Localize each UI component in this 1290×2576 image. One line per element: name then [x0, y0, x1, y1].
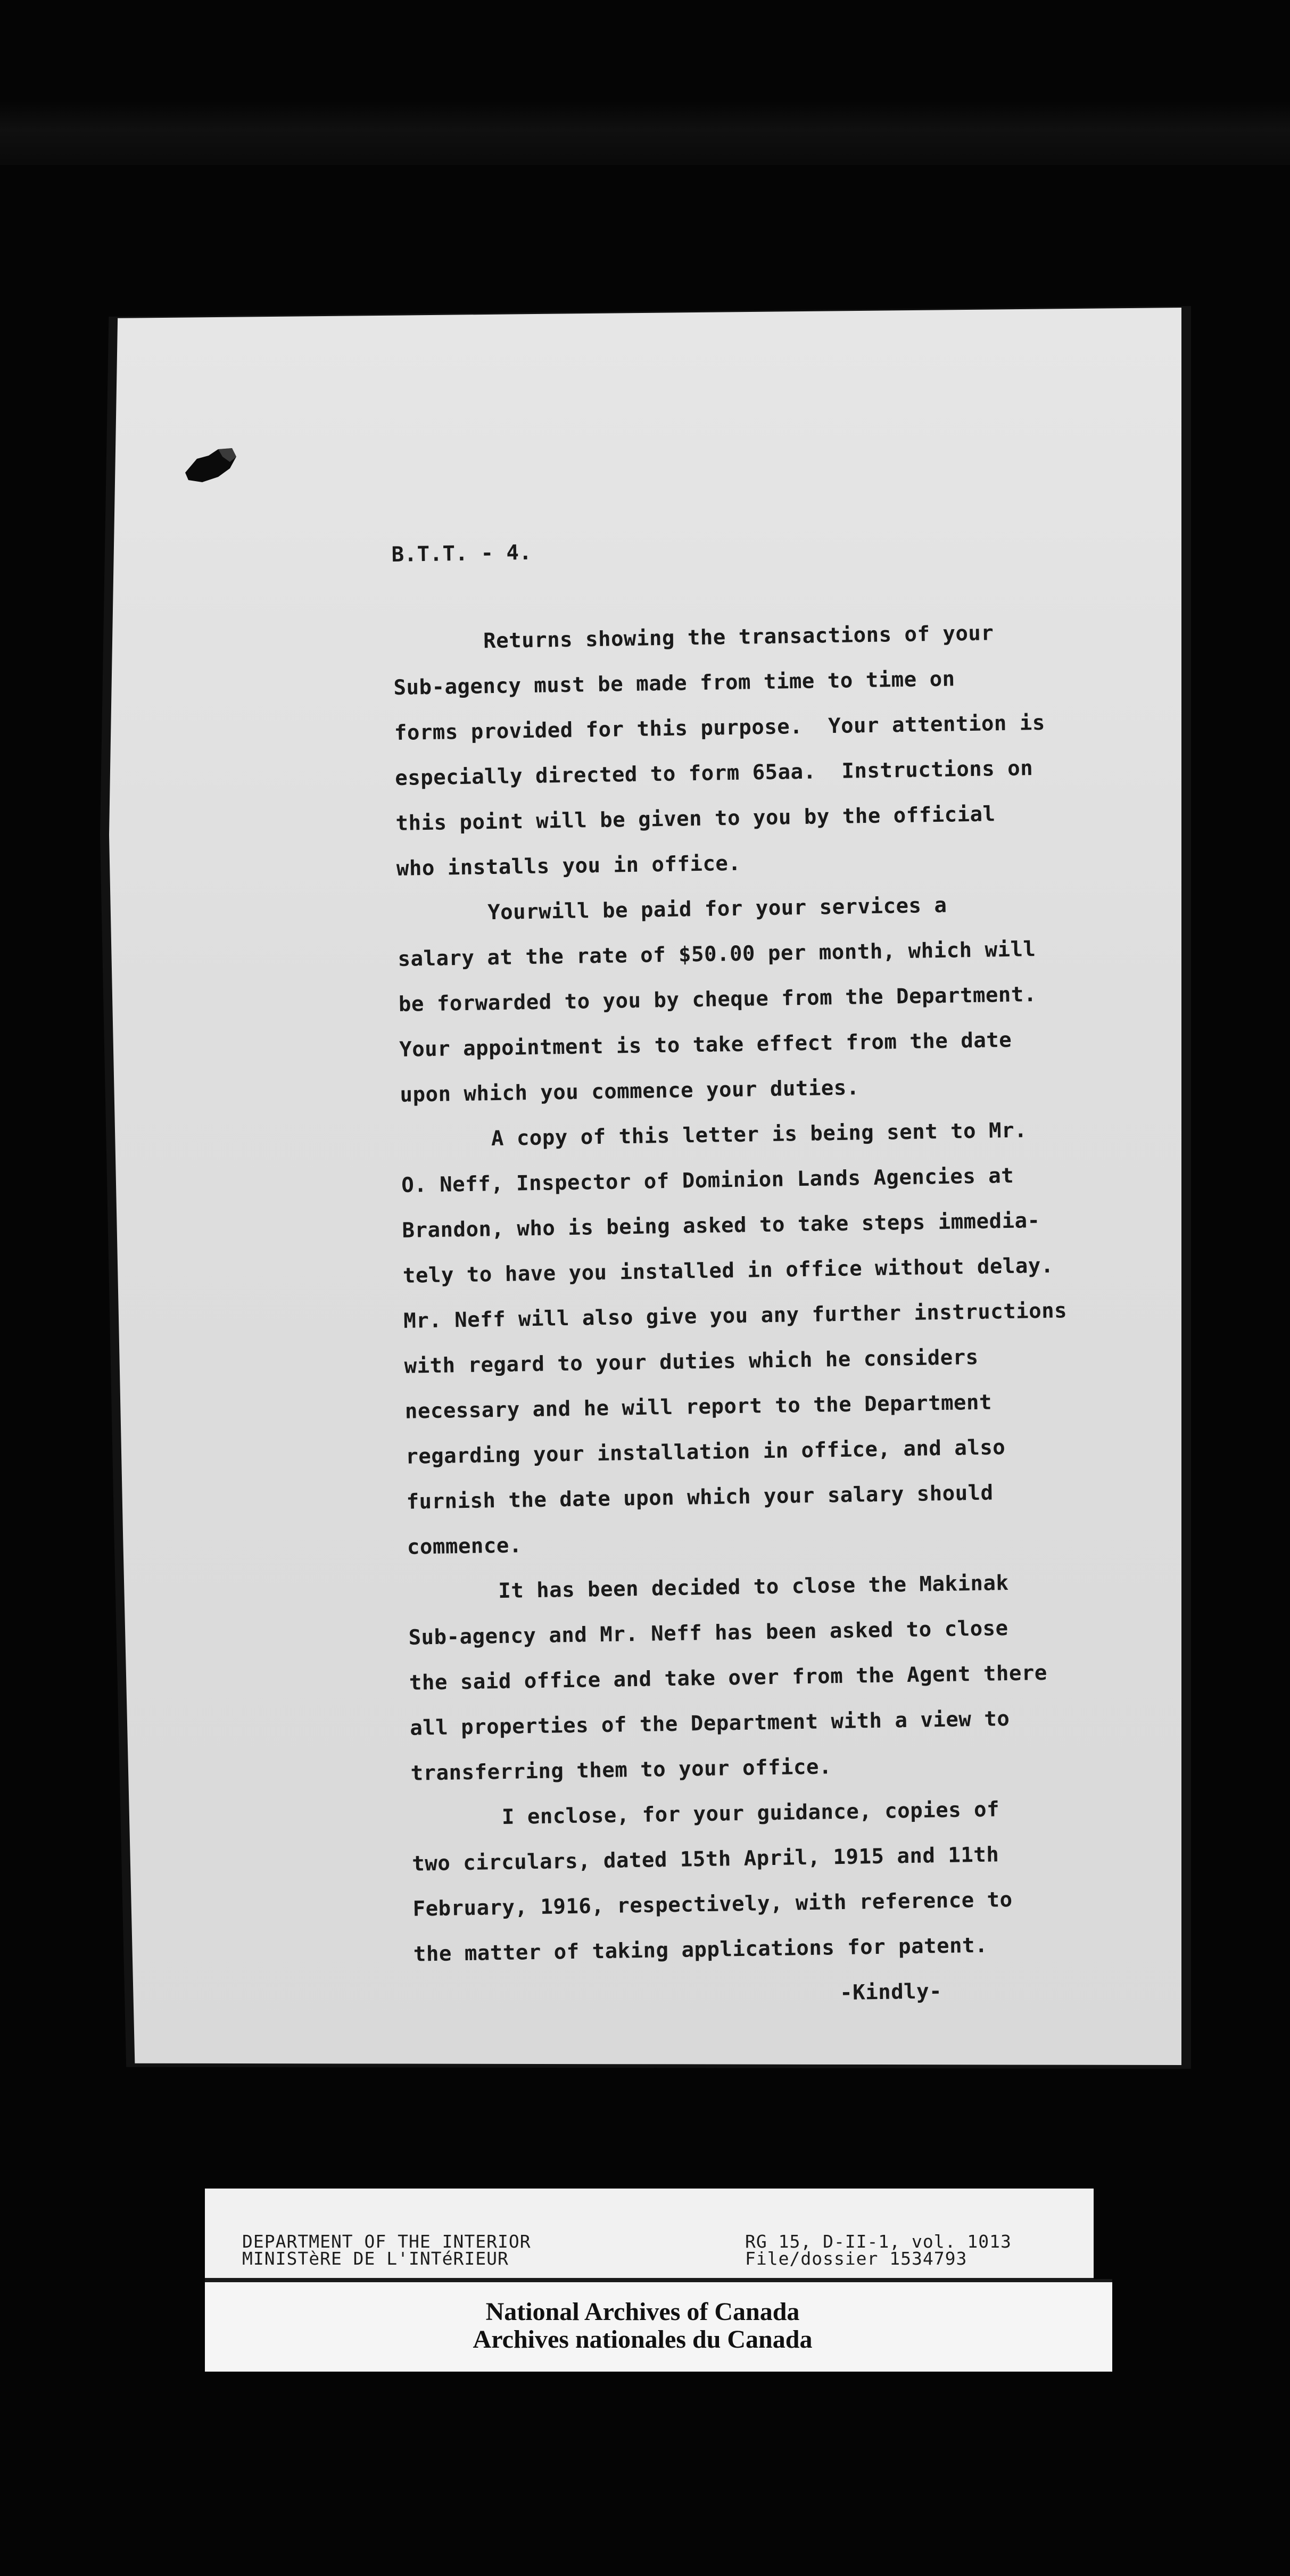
text-line: Sub-agency and Mr. Neff has been asked to close: [408, 1616, 1008, 1650]
text-line: It has been decided to close the Makinak: [498, 1571, 1009, 1604]
text-line: Your appointment is to take effect from the date: [399, 1028, 1012, 1062]
text-line: the matter of taking applications for patent.: [413, 1933, 988, 1967]
record-group: RG 15, D-II-1, vol. 1013: [745, 2231, 1012, 2252]
text-line: I enclose, for your guidance, copies of: [501, 1797, 1000, 1830]
text-line: who installs you in office.: [396, 851, 741, 881]
archive-name-fr: Archives nationales du Canada: [473, 2325, 813, 2354]
text-line: salary at the rate of $50.00 per month, which will: [398, 937, 1036, 971]
text-line: transferring them to your office.: [410, 1755, 832, 1786]
text-line: be forwarded to you by cheque from the Department.: [398, 982, 1037, 1017]
archive-reference-label: [205, 2189, 1094, 2280]
paragraph-returns: [393, 608, 1131, 891]
paragraph-salary: [397, 880, 1135, 1118]
archive-name-en: National Archives of Canada: [485, 2298, 800, 2326]
text-line: this point will be given to you by the official: [395, 802, 996, 836]
document-reference: B.T.T. - 4.: [391, 540, 532, 567]
file-number: File/dossier 1534793: [745, 2248, 968, 2269]
text-line: O. Neff, Inspector of Dominion Lands Agencies at: [401, 1163, 1014, 1198]
text-line: February, 1916, respectively, with reference to: [412, 1887, 1013, 1921]
department-en: DEPARTMENT OF THE INTERIOR: [242, 2231, 531, 2252]
department-names: [242, 2233, 531, 2267]
text-line: A copy of this letter is being sent to Mr.: [491, 1118, 1028, 1151]
text-line: especially directed to form 65aa. Instructions on: [394, 756, 1033, 790]
text-line: furnish the date upon which your salary should: [406, 1481, 994, 1514]
department-fr: MINISTèRE DE L'INTéRIEUR: [242, 2248, 509, 2269]
text-line: all properties of the Department with a view to: [409, 1707, 1010, 1740]
paragraph-close-subagency: [408, 1558, 1146, 1796]
text-line: Mr. Neff will also give you any further instructions: [403, 1299, 1068, 1333]
text-line: with regard to your duties which he considers: [404, 1345, 979, 1378]
punch-hole-icon: [181, 447, 238, 485]
text-line: necessary and he will report to the Department: [404, 1390, 993, 1424]
paragraph-copy-sent: [400, 1106, 1142, 1570]
text-line: Returns showing the transactions of your: [483, 621, 994, 654]
text-line: regarding your installation in office, and also: [405, 1435, 1006, 1469]
text-line: two circulars, dated 15th April, 1915 and 11th: [411, 1843, 999, 1876]
text-line: Yourwill be paid for your services a: [487, 893, 947, 925]
text-line: upon which you commence your duties.: [400, 1076, 860, 1107]
archive-name: [205, 2282, 1112, 2354]
paragraph-enclosures: [411, 1785, 1148, 1977]
text-line: Brandon, who is being asked to take steps immedia-: [402, 1209, 1040, 1243]
text-line: Sub-agency must be made from time to time on: [393, 667, 955, 700]
text-line: commence.: [407, 1533, 523, 1559]
text-line: tely to have you installed in office without delay.: [402, 1253, 1054, 1288]
catchword: -Kindly-: [839, 1979, 942, 2005]
scan-noise-band: [0, 101, 1290, 165]
text-line: the said office and take over from the Agent there: [409, 1661, 1048, 1695]
archive-name-label: [205, 2279, 1112, 2372]
record-reference: [745, 2233, 1012, 2267]
letter-body: [391, 521, 1149, 2022]
text-line: forms provided for this purpose. Your attention is: [394, 711, 1046, 745]
